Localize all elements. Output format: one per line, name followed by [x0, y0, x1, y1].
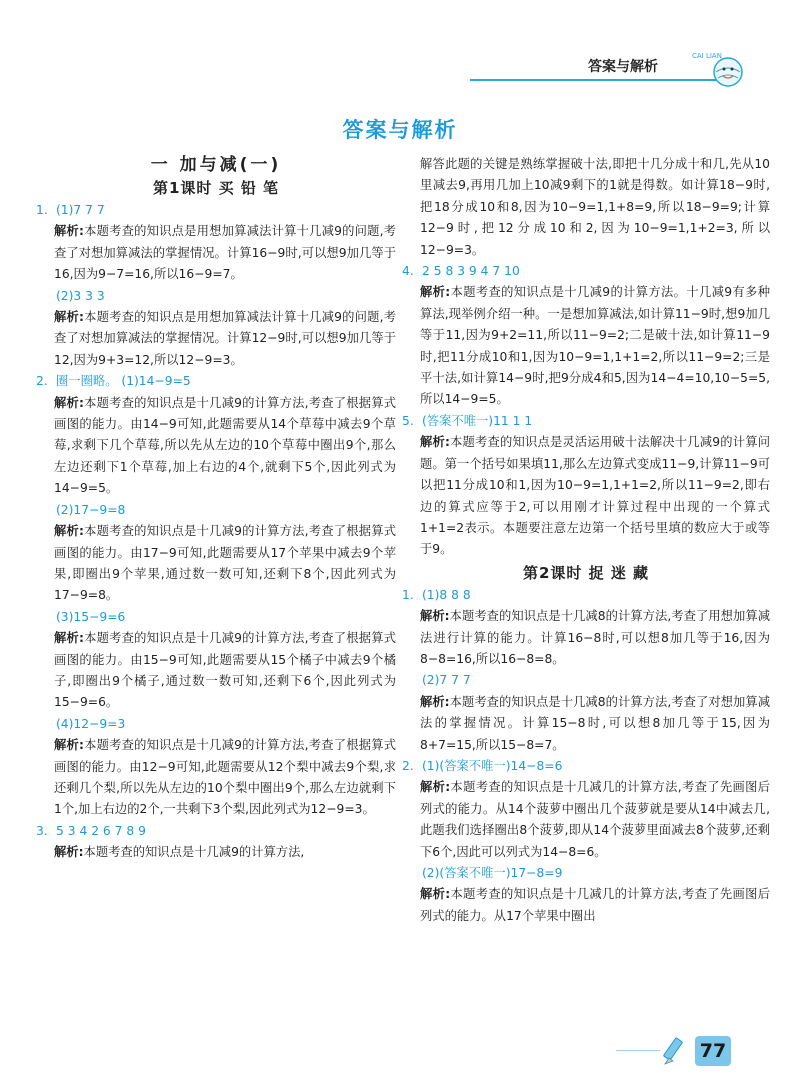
explanation-text: 本题考查的知识点是十几减9的计算方法,考查了根据算式画图的能力。由12−9可知,此题需要从12个梨中减去9个梨,求还剩几个梨,所以先从左边的10个梨中圈出9个,那么左边就剩下1个,加上右边的2个,一共剩下3个梨,因此列式为12−9=3。: [54, 738, 397, 817]
answer-text: (答案不唯一)11 1 1: [422, 413, 533, 428]
explanation-text: 本题考查的知识点是灵活运用破十法解决十几减9的计算问题。第一个括号如果填11,那么左边算式变成11−9,计算11−9可以把11分成10和1,因为10−9=1,1+1=2,所以11−9=2,即右边的算式应等于2,可以用刚才计算过程中出现的一个算式1+1=2表示。本题要注意左边第一个括号里填的数应大于或等于9。: [420, 435, 770, 557]
explanation-label: 解析:: [420, 694, 450, 709]
explanation: [36, 842, 396, 863]
question-number: 1.: [402, 587, 414, 602]
explanation-text: 本题考查的知识点是十几减9的计算方法,考查了根据算式画图的能力。由15−9可知,此题需要从15个橘子中减去9个橘子,即圈出9个橘子,通过数一数可知,还剩下6个,因此列式为15−9=6。: [54, 631, 397, 710]
sub-answer: (3)15−9=6: [56, 609, 126, 624]
sub-answer: (4)12−9=3: [56, 716, 126, 731]
right-answers-bottom: [402, 585, 770, 928]
right-answers-top: [402, 154, 770, 561]
explanation-text: 本题考查的知识点是十几减9的计算方法,考查了根据算式画图的能力。由17−9可知,此题需要从17个苹果中减去9个苹果,即圈出9个苹果,通过数一数可知,还剩下8个,因此列式为17−9=8。: [54, 524, 397, 603]
explanation-label: 解析:: [420, 285, 451, 300]
explanation-label: 解析:: [420, 435, 450, 450]
page-title: 答案与解析: [342, 118, 458, 142]
question-answer: [36, 371, 396, 392]
answer-text: 圈一圈略。 (1)14−9=5: [56, 374, 191, 389]
explanation-label: 解析:: [54, 524, 84, 539]
question-answer: [402, 411, 770, 432]
explanation-text: 本题考查的知识点是十几减几的计算方法,考查了先画图后列式的能力。从17个苹果中圈出: [420, 887, 770, 923]
explanation-label: 解析:: [420, 609, 450, 624]
pencil-icon: [661, 1034, 695, 1068]
explanation: [402, 282, 770, 410]
explanation-text: 本题考查的知识点是十几减8的计算方法,考查了对想加算减法的掌握情况。计算15−8时,可以想8加几等于15,因为8+7=15,所以15−8=7。: [420, 694, 771, 752]
logo-text: CAI LIAN: [692, 52, 722, 60]
question-answer: [36, 821, 396, 842]
question-number: 5.: [402, 413, 414, 428]
right-column: [402, 154, 770, 927]
sub-answer: (2)7 7 7: [422, 673, 471, 688]
explanation-text: 本题考查的知识点是十几减9的计算方法,考查了根据算式画图的能力。由14−9可知,此题需要从14个草莓中减去9个草莓,求剩下几个草莓,所以先从左边的10个草莓中圈出9个,那么左边还剩下1个草莓,加上右边的4个,就剩下5个,因此列式为14−9=5。: [54, 395, 397, 496]
explanation: [402, 692, 770, 756]
footer-rule: [616, 1050, 660, 1051]
explanation-text: 本题考查的知识点是用想加算减法计算十几减9的问题,考查了对想加算减法的掌握情况。计算12−9时,可以想9加几等于12,因为9+3=12,所以12−9=3。: [54, 310, 397, 367]
explanation: [36, 628, 396, 714]
explanation-label: 解析:: [54, 395, 84, 410]
question-answer: [402, 585, 770, 606]
explanation-text: 本题考查的知识点是十几减9的计算方法,: [83, 845, 305, 860]
lesson-title-2: 第2课时 捉 迷 藏: [522, 563, 650, 582]
lesson-title: 第1课时 买 铅 笔: [152, 179, 280, 197]
explanation-label: 解析:: [54, 845, 84, 860]
explanation-text: 解答此题的关键是熟练掌握破十法,即把十几分成十和几,先从10里减去9,再用几加上10减9剩下的1就是得数。如计算18−9时,把18分成10和8,因为10−9=1,1+8=9,所以18−9=9;计算12−9时,把12分成10和2,因为10−9=1,1+2=3,所以12−9=3。: [420, 157, 770, 257]
explanation-text: 本题考查的知识点是十几减几的计算方法,考查了先画图后列式的能力。从14个菠萝中圈出几个菠萝就是要从14中减去几,此题我们选择圈出8个菠萝,即从14个菠萝里面减去8个菠萝,还剩下6个,因此可以列式为14−8=6。: [420, 780, 770, 859]
page-number: 77: [695, 1036, 731, 1066]
sub-answer: (2)3 3 3: [56, 288, 105, 303]
header-title: 答案与解析: [588, 59, 658, 75]
answer-text: (1)8 8 8: [422, 587, 471, 602]
explanation-label: 解析:: [54, 631, 84, 646]
explanation-text: 本题考查的知识点是十几减9的计算方法。十几减9有多种算法,现举例介绍一种。一是想加算减法,如计算11−9时,想9加几等于11,因为9+2=11,所以11−9=2;二是破十法,如计算11−9时,把11分成10和1,因为10−9=1,1+1=2,所以11−9=2;三是平十法,如计算14−9时,把9分成4和5,因为14−4=10,10−5=5,所以14−9=5。: [420, 285, 771, 407]
question-answer: [402, 261, 770, 282]
explanation: [402, 777, 770, 863]
unit-title: 一 加与减(一): [150, 155, 282, 175]
explanation: [36, 307, 396, 371]
question-number: 4.: [402, 264, 414, 279]
explanation-label: 解析:: [420, 887, 451, 902]
question-answer: [36, 200, 396, 221]
sub-answer: (2)(答案不唯一)17−8=9: [422, 866, 563, 880]
left-column: [36, 154, 396, 864]
explanation-label: 解析:: [54, 310, 84, 325]
answer-text: (1)(答案不唯一)14−8=6: [422, 758, 563, 773]
explanation: [402, 884, 770, 927]
answer-text: 2 5 8 3 9 4 7 10: [422, 264, 520, 279]
explanation-label: 解析:: [54, 224, 84, 239]
explanation: [402, 154, 770, 261]
explanation: [402, 606, 770, 670]
explanation-label: 解析:: [54, 738, 84, 753]
question-number: 3.: [36, 823, 48, 838]
globe-logo-icon: [690, 44, 748, 92]
explanation: [402, 432, 770, 560]
question-number: 2.: [402, 758, 414, 773]
explanation: [36, 221, 396, 285]
answer-text: (1)7 7 7: [56, 203, 105, 217]
question-number: 2.: [36, 374, 48, 389]
answer-text: 5 3 4 2 6 7 8 9: [56, 823, 146, 838]
explanation-label: 解析:: [420, 780, 451, 795]
question-number: 1.: [36, 203, 48, 217]
explanation-text: 本题考查的知识点是用想加算减法计算十几减9的问题,考查了对想加算减法的掌握情况。计算16−9时,可以想9加几等于16,因为9−7=16,所以16−9=7。: [54, 224, 397, 282]
sub-answer: (2)17−9=8: [56, 502, 126, 517]
explanation: [36, 521, 396, 607]
explanation: [36, 735, 396, 821]
left-answers: [36, 200, 396, 864]
explanation: [36, 393, 396, 500]
explanation-text: 本题考查的知识点是十几减8的计算方法,考查了用想加算减法进行计算的能力。计算16−8时,可以想8加几等于16,因为8−8=16,所以16−8=8。: [420, 609, 771, 666]
question-answer: [402, 756, 770, 777]
